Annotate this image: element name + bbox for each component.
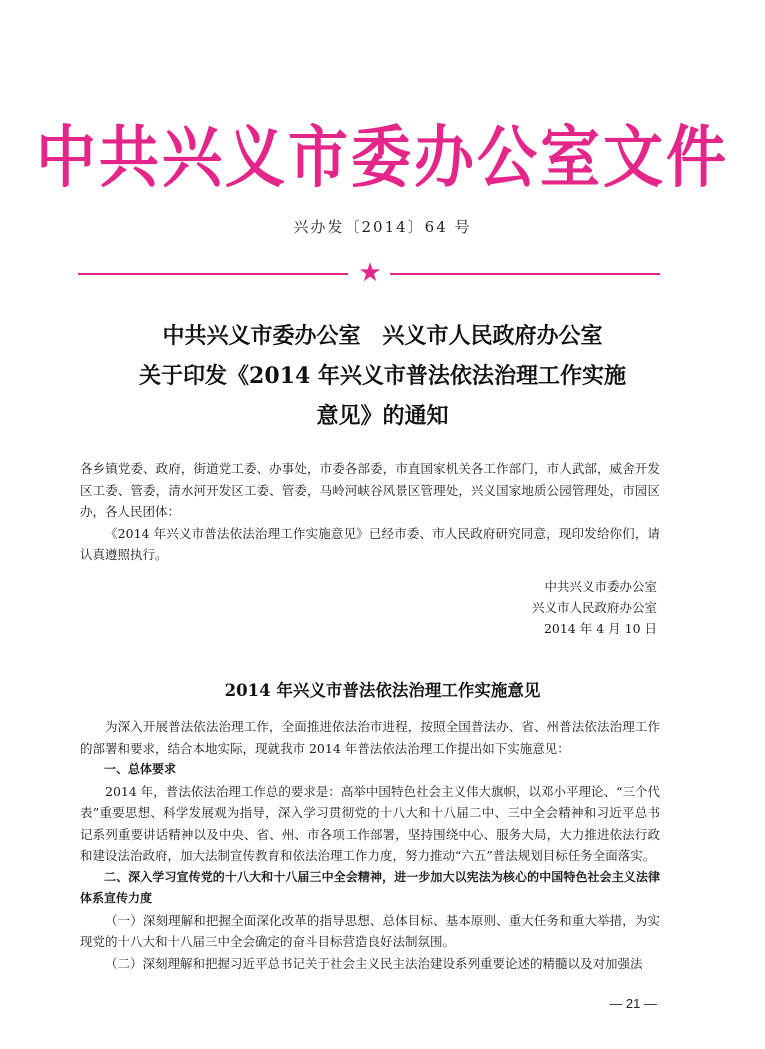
divider-line-right — [390, 273, 660, 275]
notice-title-line-2: 关于印发《2014 年兴义市普法依法治理工作实施 — [139, 363, 626, 389]
appendix-title: 2014 年兴义市普法依法治理工作实施意见 — [224, 681, 541, 700]
section-heading-1: 一、总体要求 — [104, 762, 177, 776]
notice-body — [80, 458, 660, 566]
section-paragraph-1: 2014 年，普法依法治理工作总的要求是：高举中国特色社会主义伟大旗帜，以邓小平理论、“三个代表”重要思想、科学发展观为指导，深入学习贯彻党的十八大和十八届二中、三中全会精神和习近平总书记系列重要讲话精神以及中央、省、州、市各项工作部署，坚持围绕中心、服务大局，大力推进依法行政和建设法治政府，加大法制宣传教育和依法治理工作力度，努力推动“六五”普法规划目标任务全面落实。 — [80, 783, 660, 863]
issue-date: 2014 年 4 月 10 日 — [543, 621, 657, 636]
appendix-body — [80, 716, 660, 974]
notice-title-line-1: 中共兴义市委办公室 兴义市人民政府办公室 — [162, 323, 603, 349]
signature-block — [532, 576, 657, 639]
section-paragraph-2: （一）深刻理解和把握全面深化改革的指导思想、总体目标、基本原则、重大任务和重大举措，为实现党的十八大和十八届三中全会确定的奋斗目标营造良好法制氛围。 — [80, 912, 660, 949]
signature-party-office: 中共兴义市委办公室 — [544, 579, 657, 594]
masthead-title: 中共兴义市委办公室文件 — [36, 118, 729, 198]
header-divider — [78, 258, 660, 288]
document-number: 兴办发〔2014〕64 号 — [293, 218, 472, 236]
divider-line-left — [78, 273, 348, 275]
signature-government-office: 兴义市人民政府办公室 — [531, 600, 657, 615]
addressees: 各乡镇党委、政府，街道党工委、办事处，市委各部委，市直国家机关各工作部门，市人武部，威舍开发区工委、管委，清水河开发区工委、管委，马岭河峡谷风景区管理处，兴义国家地质公园管理处，市园区办，各人民团体： — [80, 461, 660, 519]
notice-title — [60, 316, 705, 436]
appendix-intro: 为深入开展普法依法治理工作，全面推进依法治市进程，按照全国普法办、省、州普法依法治理工作的部署和要求，结合本地实际，现就我市 2014 年普法依法治理工作提出如下实施意见： — [80, 719, 660, 756]
notice-paragraph: 《2014 年兴义市普法依法治理工作实施意见》已经市委、市人民政府研究同意，现印发给你们，请认真遵照执行。 — [80, 525, 660, 562]
section-heading-2: 二、深入学习宣传党的十八大和十八届三中全会精神，进一步加大以宪法为核心的中国特色社会主义法律体系宣传力度 — [80, 869, 660, 905]
page-number: — 21 — — [609, 996, 657, 1011]
notice-title-line-3: 意见》的通知 — [316, 403, 449, 429]
star-icon: ★ — [358, 258, 382, 288]
section-paragraph-3: （二）深刻理解和把握习近平总书记关于社会主义民主法治建设系列重要论述的精髓以及对加强法 — [105, 955, 643, 971]
